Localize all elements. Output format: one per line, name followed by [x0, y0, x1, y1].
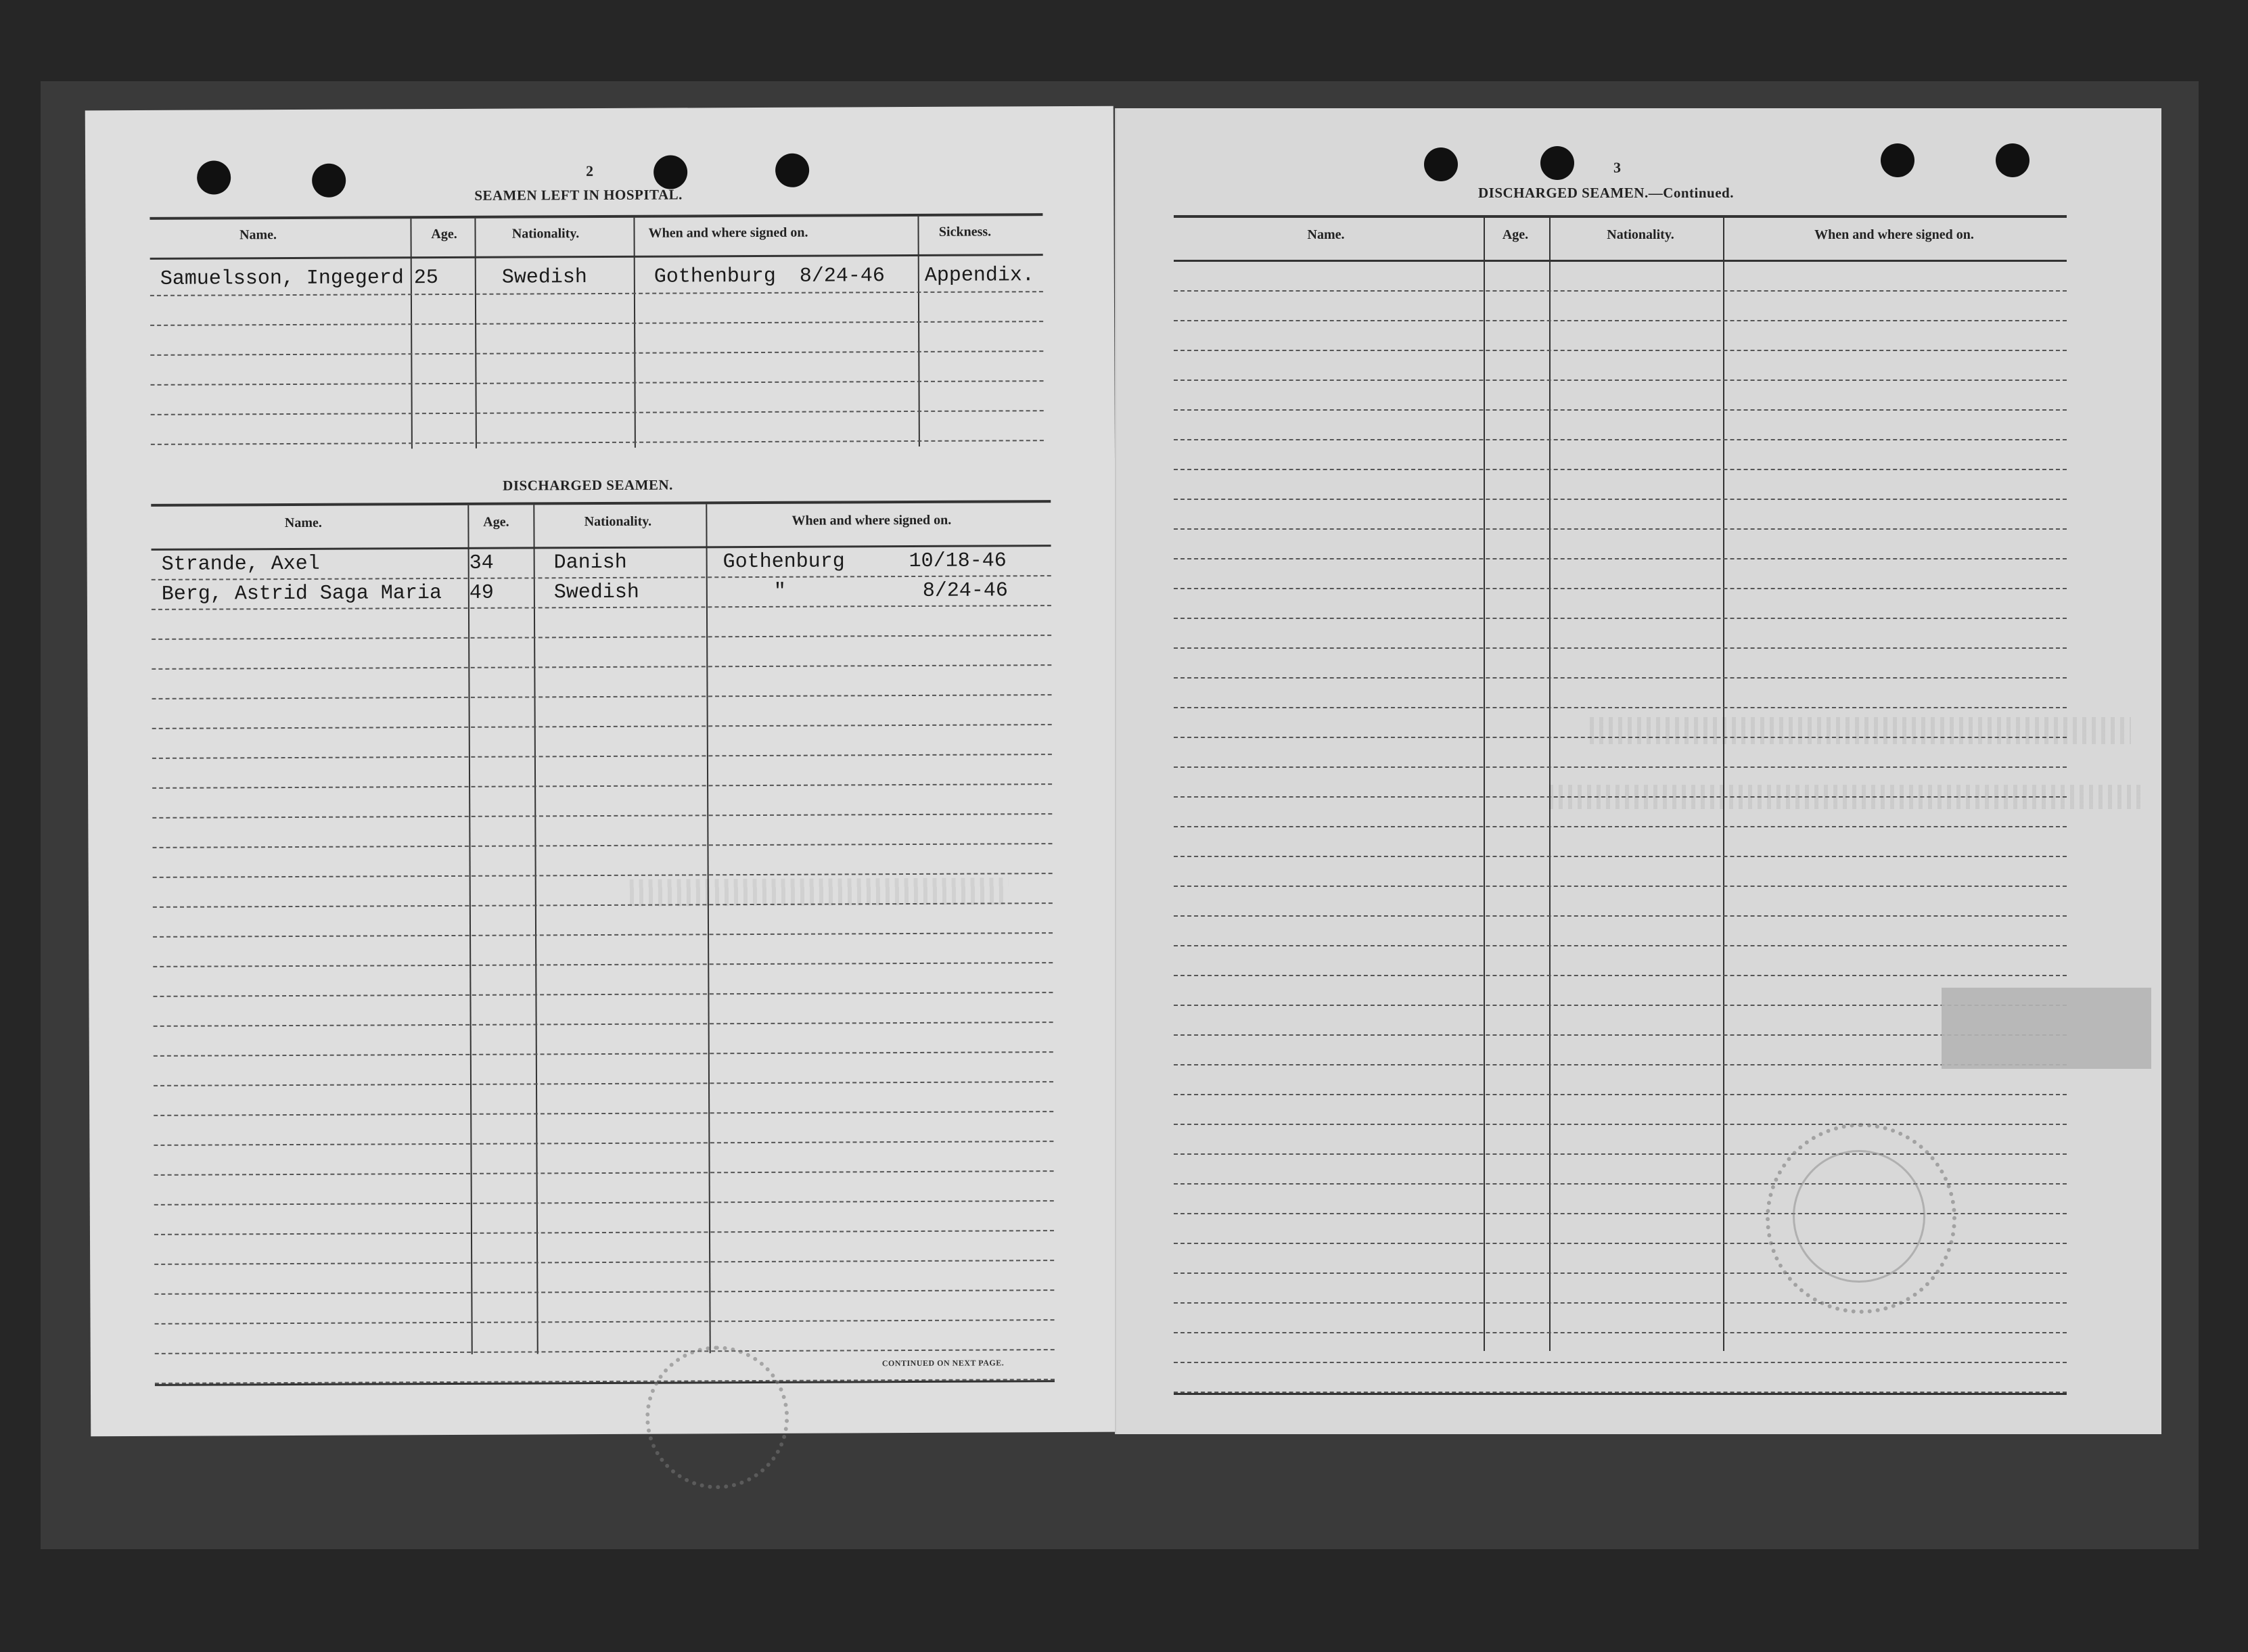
hospital-table-header — [150, 216, 1042, 260]
column-header-name: Name. — [1307, 227, 1345, 242]
discharged-table-header — [151, 503, 1051, 551]
table-row — [1174, 1095, 2067, 1125]
table-row — [1174, 1304, 2067, 1333]
punch-hole — [653, 155, 687, 189]
table-row — [1174, 559, 2067, 589]
punch-hole — [775, 154, 809, 187]
seaman-name: Strande, Axel — [161, 552, 320, 576]
table-row — [150, 292, 1043, 326]
signed-on-place: Gothenburg — [653, 265, 776, 289]
table-row — [150, 352, 1043, 386]
table-row — [1174, 827, 2067, 857]
table-row — [152, 666, 1051, 699]
discharged-continued-title: DISCHARGED SEAMEN.—Continued. — [1478, 185, 1734, 201]
signed-on-place: Gothenburg — [722, 550, 845, 574]
bleed-through-text — [1590, 717, 2131, 744]
right-page — [1116, 108, 2161, 1434]
column-header-age: Age. — [483, 514, 509, 530]
table-row — [1174, 976, 2067, 1006]
table-row — [1174, 589, 2067, 619]
faded-stamp — [645, 1346, 789, 1490]
bleed-through-text — [630, 877, 1009, 906]
column-header-age: Age. — [431, 226, 457, 242]
hospital-section-title: SEAMEN LEFT IN HOSPITAL. — [474, 186, 683, 204]
table-row — [1174, 649, 2067, 679]
table-row — [1174, 946, 2067, 976]
table-row — [154, 1112, 1053, 1146]
table-row — [1174, 411, 2067, 440]
table-row — [154, 1142, 1053, 1176]
column-header-nationality: Nationality. — [511, 226, 580, 242]
table-row — [152, 814, 1052, 848]
punch-hole — [1996, 143, 2029, 177]
table-row — [1174, 470, 2067, 500]
table-row — [1174, 1036, 2067, 1065]
punch-hole — [197, 160, 231, 194]
column-header-nationality: Nationality. — [584, 513, 652, 530]
table-row — [152, 636, 1051, 670]
discharged-section-title: DISCHARGED SEAMEN. — [503, 476, 673, 494]
bleed-through-text — [1549, 785, 2144, 809]
table-row — [154, 1023, 1053, 1057]
column-header-signed-on: When and where signed on. — [792, 512, 952, 528]
discharged-table-rows — [152, 547, 1055, 1384]
table-row — [1174, 857, 2067, 887]
table-row — [152, 755, 1052, 789]
punch-hole — [1881, 143, 1914, 177]
table-row — [154, 1291, 1054, 1325]
discharged-continued-header — [1174, 218, 2067, 262]
continued-note: CONTINUED ON NEXT PAGE. — [881, 1358, 1005, 1369]
official-stamp-inner — [1793, 1150, 1925, 1283]
table-row — [1174, 500, 2067, 530]
signed-on-date: 8/24-46 — [922, 579, 1008, 603]
table-row — [154, 1261, 1054, 1295]
signed-on-date: 10/18-46 — [909, 549, 1007, 574]
table-row — [1174, 381, 2067, 411]
table-row — [1174, 1363, 2067, 1393]
table-row — [153, 963, 1053, 997]
table-row — [1174, 351, 2067, 381]
table-row — [152, 844, 1052, 878]
signed-on-place: " — [773, 580, 786, 603]
column-header-name: Name. — [239, 227, 277, 243]
punch-hole — [1540, 146, 1574, 180]
table-row — [154, 1172, 1054, 1206]
punch-hole — [312, 164, 346, 198]
page-number: 2 — [586, 162, 594, 180]
discharged-table — [151, 500, 1055, 1386]
table-row — [154, 1082, 1053, 1116]
table-row — [1174, 292, 2067, 321]
seaman-nationality: Danish — [553, 551, 627, 575]
table-row — [1174, 321, 2067, 351]
seaman-name: Samuelsson, Ingegerd — [160, 267, 404, 291]
table-row — [152, 725, 1052, 759]
table-row — [1174, 1333, 2067, 1363]
table-row — [150, 256, 1043, 296]
page-number: 3 — [1613, 159, 1621, 176]
seaman-age: 49 — [469, 581, 494, 605]
column-header-signed-on: When and where signed on. — [1814, 227, 1974, 242]
punch-hole — [1424, 147, 1458, 181]
table-row — [1174, 917, 2067, 946]
signed-on-date: 8/24-46 — [799, 265, 885, 288]
seaman-name: Berg, Astrid Saga Maria — [161, 582, 442, 606]
table-row — [153, 934, 1053, 967]
table-row — [154, 1201, 1054, 1235]
table-row — [153, 993, 1053, 1027]
table-row — [152, 606, 1051, 640]
table-row — [152, 785, 1052, 819]
table-row — [1174, 440, 2067, 470]
column-header-age: Age. — [1502, 227, 1529, 242]
table-row — [153, 904, 1053, 938]
table-row — [154, 1231, 1054, 1265]
tape-patch — [1942, 988, 2151, 1069]
column-header-signed-on: When and where signed on. — [648, 225, 808, 241]
table-row — [152, 576, 1051, 610]
table-row — [151, 411, 1044, 445]
table-bottom-rule — [1174, 1393, 2067, 1395]
seaman-sickness: Appendix. — [924, 264, 1034, 288]
table-row — [150, 322, 1043, 356]
table-row — [1174, 1125, 2067, 1155]
hospital-table-rows — [150, 256, 1044, 445]
table-row — [1174, 1065, 2067, 1095]
table-row — [1174, 887, 2067, 917]
table-row — [154, 1053, 1053, 1086]
seaman-age: 34 — [469, 551, 494, 575]
column-header-name: Name. — [284, 515, 322, 531]
column-header-nationality: Nationality. — [1607, 227, 1674, 242]
table-row — [1174, 262, 2067, 292]
seaman-nationality: Swedish — [553, 580, 639, 605]
hospital-table — [150, 213, 1043, 445]
table-row — [152, 547, 1051, 580]
table-row — [152, 695, 1052, 729]
column-header-sickness: Sickness. — [938, 224, 992, 239]
table-row — [1174, 619, 2067, 649]
table-row — [1174, 679, 2067, 708]
seaman-nationality: Swedish — [501, 266, 587, 290]
table-row — [151, 382, 1044, 415]
table-row — [1174, 1006, 2067, 1036]
table-row — [155, 1321, 1055, 1354]
left-page — [85, 106, 1120, 1437]
table-row — [1174, 530, 2067, 559]
seaman-age: 25 — [413, 267, 438, 290]
